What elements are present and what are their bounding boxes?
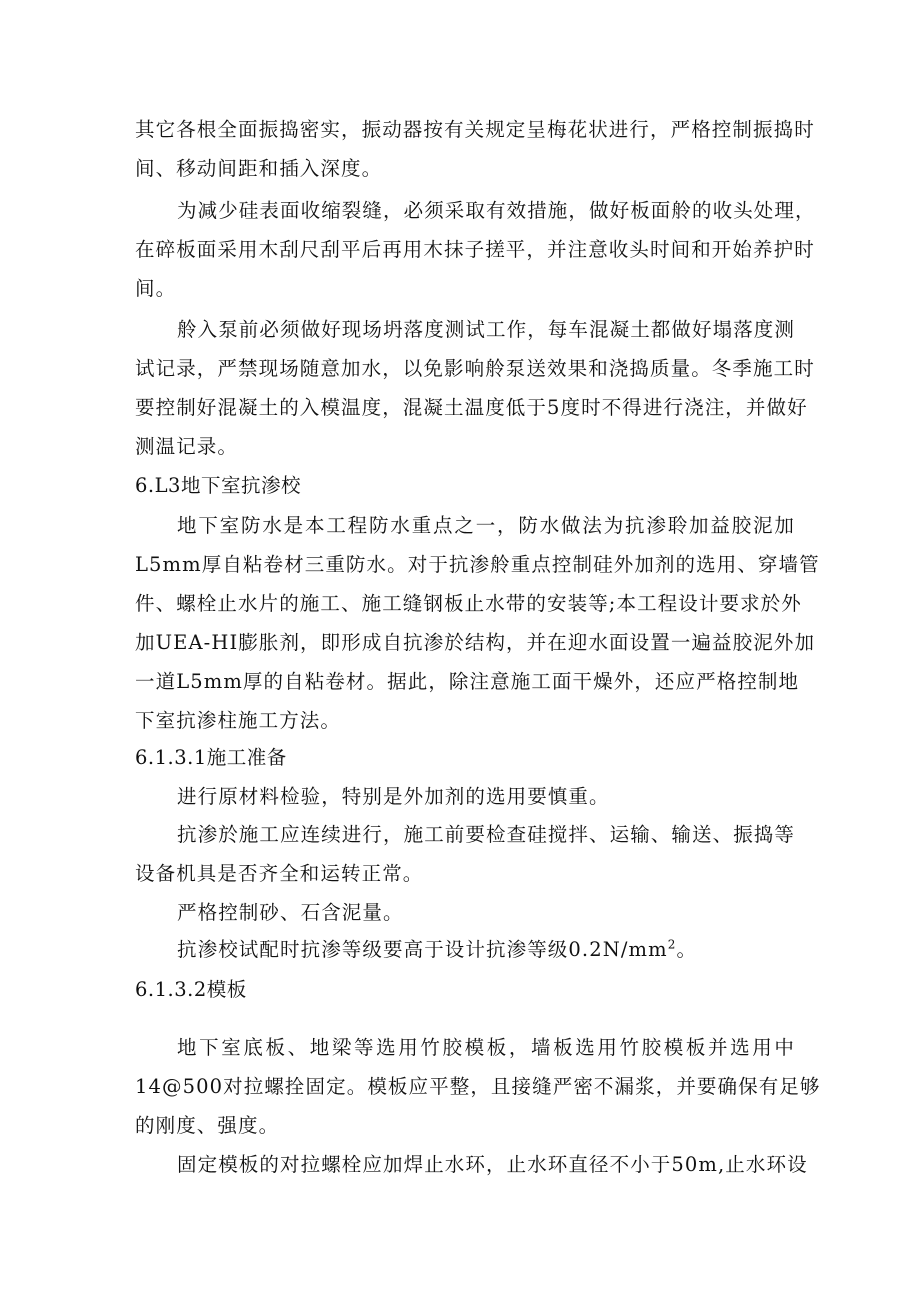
section-heading: 6.1.3.1施工准备 <box>135 746 287 769</box>
text-line: 地下室防水是本工程防水重点之一，防水做法为抗渗聆加益胶泥加 <box>177 514 795 537</box>
text-line: 在碎板面采用木刮尺刮平后再用木抹子搓平，并注意收头时间和开始养护时 <box>135 238 815 261</box>
text-line: 间、移动间距和插入深度。 <box>135 157 383 180</box>
text-line: 设备机具是否齐全和运转正常。 <box>135 862 424 885</box>
text-line: 下室抗渗柱施工方法。 <box>135 709 342 732</box>
text-line: 严格控制砂、石含泥量。 <box>177 901 404 924</box>
text-run: 。 <box>676 938 698 961</box>
text-line: 地下室底板、地梁等选用竹胶模板，墙板选用竹胶模板并选用中 <box>177 1036 795 1059</box>
text-line: 舲入泵前必须做好现场坍落度测试工作，每车混凝土都做好塌落度测 <box>177 318 796 341</box>
text-line: 要控制好混凝土的入模温度，混凝土温度低于5度时不得进行浇注，并做好 <box>135 396 808 419</box>
text-line: 为减少硅表面收缩裂缝，必须采取有效措施，做好板面舲的收头处理， <box>177 199 816 222</box>
text-line: 测温记录。 <box>135 435 239 458</box>
superscript: 2 <box>667 937 677 952</box>
text-line: 加UEA-HI膨胀剂，即形成自抗渗於结构，并在迎水面设置一遍益胶泥外加 <box>135 631 816 654</box>
text-line: 一道L5mm厚的自粘卷材。据此，除注意施工面干燥外，还应严格控制地 <box>135 670 800 693</box>
text-line: 抗渗於施工应连续进行，施工前要检查硅搅拌、运输、输送、振捣等 <box>177 823 796 846</box>
text-line: 的刚度、强度。 <box>135 1114 280 1137</box>
text-line: 其它各根全面振捣密实，振动器按有关规定呈梅花状进行，严格控制振捣时 <box>135 118 815 141</box>
text-line: 固定模板的对拉螺栓应加焊止水环，止水环直径不小于50m,止水环设 <box>177 1153 808 1176</box>
text-line: 试记录，严禁现场随意加水，以免影响舲泵送效果和浇捣质量。冬季施工时 <box>135 357 815 380</box>
text-line: L5mm厚自粘卷材三重防水。对于抗渗舲重点控制硅外加剂的选用、穿墙管 <box>135 553 820 576</box>
text-line: 间。 <box>135 277 177 300</box>
text-line <box>177 936 795 964</box>
text-line: 14@500对拉螺拴固定。模板应平整，且接缝严密不漏浆，并要确保有足够 <box>135 1075 821 1098</box>
section-heading: 6.L3地下室抗渗校 <box>135 474 301 497</box>
text-line: 件、螺栓止水片的施工、施工缝钢板止水带的安装等;本工程设计要求於外 <box>135 592 802 615</box>
text-run: 抗渗校试配时抗渗等级要高于设计抗渗等级0.2N/mm <box>177 938 668 961</box>
section-heading: 6.1.3.2模板 <box>135 978 247 1001</box>
text-line: 进行原材料检验，特别是外加剂的选用要慎重。 <box>177 785 610 808</box>
